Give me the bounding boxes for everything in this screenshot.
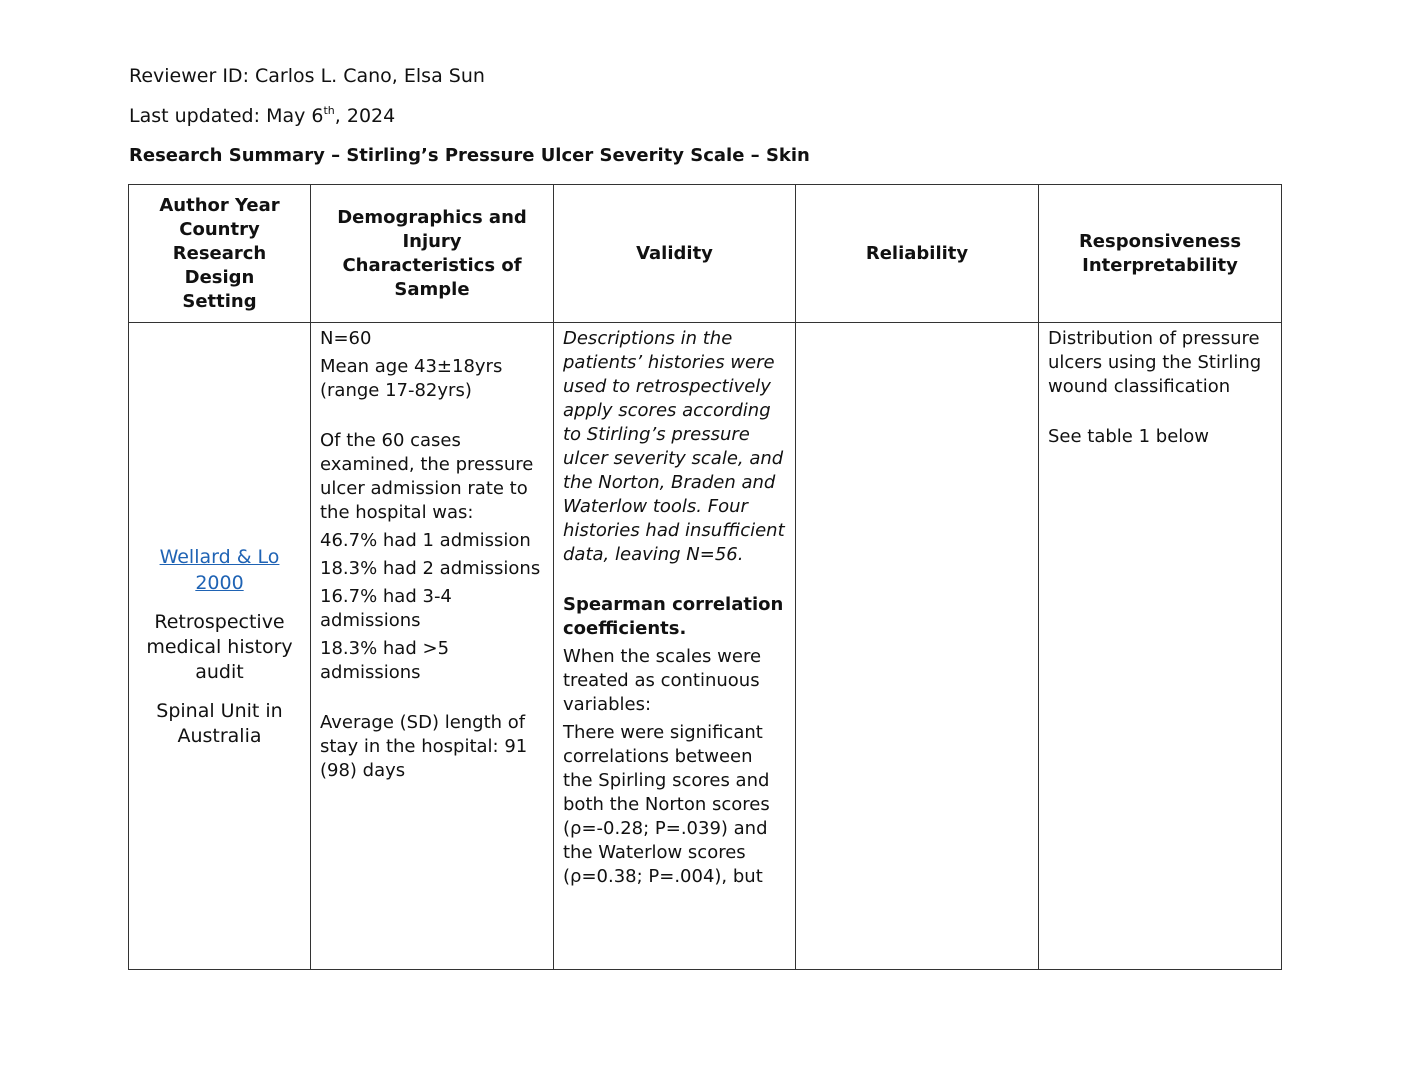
continuous-variables-note: When the scales were treated as continuous variables: [563, 646, 762, 715]
header-author-line: Author Year [159, 194, 280, 216]
demographics-cell [311, 323, 554, 970]
header-responsiveness-line: Responsiveness [1078, 230, 1242, 252]
header-interpretability-line: Interpretability [1082, 254, 1238, 276]
validity-description: Descriptions in the patients’ histories were used to retrospectively apply scores according to Stirling’s pressure ulcer severity scale, and the Norton, Braden and Waterlow tools. Four histories had insufficient data, leaving N=56. [563, 328, 785, 565]
table-row [129, 323, 1282, 970]
reliability-cell [796, 323, 1039, 970]
header-author-line: Country [179, 218, 260, 240]
header-demographics-line: Characteristics of [342, 254, 522, 276]
author-citation-link[interactable]: Wellard & Lo 2000 [159, 545, 280, 594]
admission-rate: 16.7% had 3-4 admissions [320, 586, 452, 631]
header-author-line: Setting [182, 290, 257, 312]
sample-size: N=60 [320, 328, 372, 349]
header-demographics-line: Demographics and [337, 206, 527, 228]
header-validity: Validity [554, 185, 796, 323]
table-header-row [129, 185, 1282, 323]
reviewer-id: Reviewer ID: Carlos L. Cano, Elsa Sun [129, 65, 485, 87]
header-reliability: Reliability [796, 185, 1039, 323]
research-design: Retrospective medical history audit [146, 610, 293, 683]
validity-cell [554, 323, 796, 970]
header-responsiveness [1039, 185, 1282, 323]
summary-title: Research Summary – Stirling’s Pressure Ulcer Severity Scale – Skin [129, 145, 810, 166]
header-author-line: Research [172, 242, 267, 264]
length-of-stay: Average (SD) length of stay in the hospital: 91 (98) days [320, 712, 528, 781]
correlation-results: There were significant correlations between the Spirling scores and both the Norton scores (ρ=-0.28; P=.039) and the Waterlow scores (ρ=0.38; P=.004), but [563, 722, 770, 887]
admission-intro: Of the 60 cases examined, the pressure ulcer admission rate to the hospital was: [320, 430, 534, 523]
header-demographics-line: Injury [402, 230, 462, 252]
header-demographics [311, 185, 554, 323]
admission-rate: 46.7% had 1 admission [320, 530, 531, 551]
header-demographics-line: Sample [394, 278, 470, 300]
spearman-heading: Spearman correlation coefficients. [563, 594, 784, 639]
header-author [129, 185, 311, 323]
mean-age: Mean age 43±18yrs (range 17-82yrs) [320, 356, 503, 401]
admission-rate: 18.3% had 2 admissions [320, 558, 541, 579]
ulcer-distribution: Distribution of pressure ulcers using the Stirling wound classification [1048, 328, 1262, 397]
study-setting: Spinal Unit in Australia [156, 699, 283, 747]
last-updated-year: , 2024 [334, 105, 396, 127]
author-cell [129, 323, 311, 970]
table-reference: See table 1 below [1048, 426, 1210, 447]
admission-rate: 18.3% had >5 admissions [320, 638, 450, 683]
last-updated [129, 104, 395, 128]
responsiveness-cell [1039, 323, 1282, 970]
date-ordinal-suffix: th [323, 103, 335, 117]
last-updated-date: Last updated: May 6 [129, 105, 324, 127]
research-summary-table [128, 184, 1282, 970]
header-author-line: Design [184, 266, 255, 288]
